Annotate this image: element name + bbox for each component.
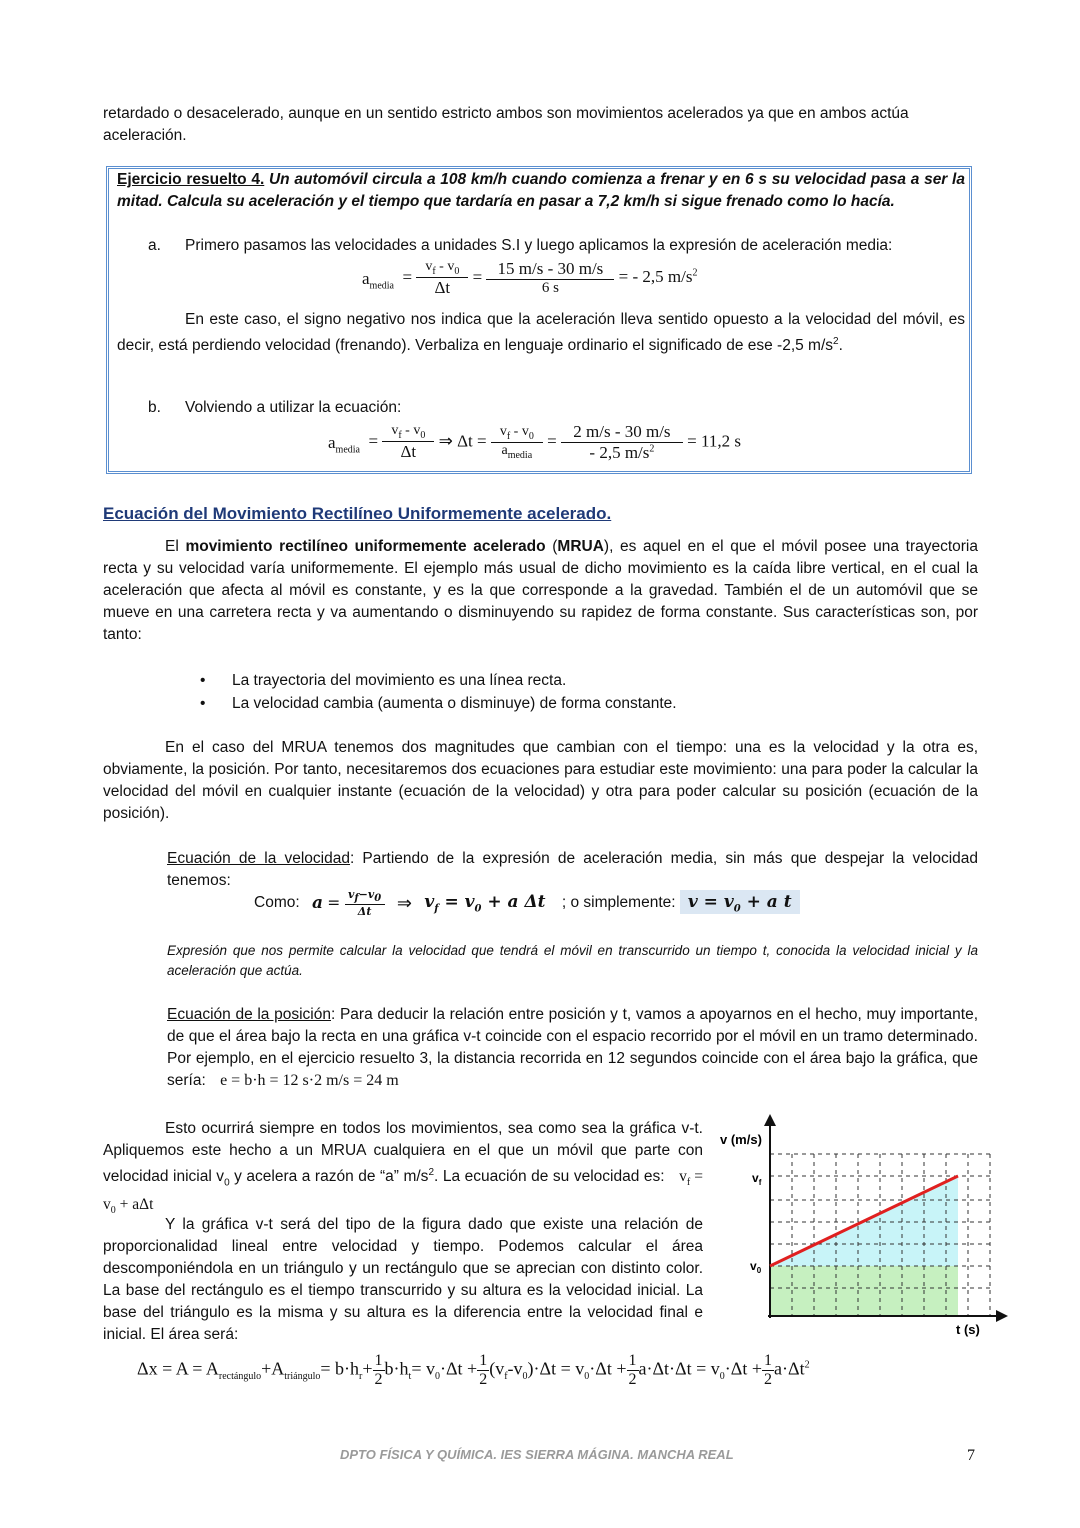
part-b: b. Volviendo a utilizar la ecuación: [148,399,402,416]
intro-paragraph: retardado o desacelerado, aunque en un sentido estricto ambos son movimientos acelerados ya que en ambos actúa aceleración. [103,105,909,144]
mrua-paragraph: El movimiento rectilíneo uniformemente acelerado (MRUA), es aquel en el que el móvil posee una trayectoria recta y su velocidad varía uniformemente. El ejemplo más usual de dicho movimiento es la caída libre vertical, en el cual la aceleración que afecta al móvil es constante, y es la que corresponde a la gravedad. También el de un automóvil que se mueve en una carretera recta y va aumentando o disminuyendo su rapidez de forma constante. Sus características son, por tanto: [103,538,978,643]
y-axis-label: v (m/s) [720,1132,762,1147]
area-paragraph-2: Y la gráfica v-t será del tipo de la figura dado que existe una relación de proporcionalidad lineal entre velocidad y tiempo. Podemos calcular el área descomponiéndola en un triángulo y un rectángulo que se aprecian con distinto color. La base del rectángulo es el tiempo transcurrido y su altura es la velocidad inicial. La base del triángulo es la misma y su altura es la diferencia entre la velocidad final e inicial. El área será: [103,1216,703,1343]
mrua-paragraph-2: En el caso del MRUA tenemos dos magnitudes que cambian con el tiempo: una es la velocidad y la otra es, obviamente, la posición. Por tanto, necesitaremos dos ecuaciones para estudiar este movimiento: una para poder la calcular la velocidad del móvil en cualquier instante (ecuación de la velocidad) y otra para poder calcular su posición (ecuación de la posición). [103,739,978,822]
velocity-eq-paragraph: Ecuación de la velocidad: Partiendo de la expresión de aceleración media, sin más que despejar la velocidad tenemos: [167,850,978,889]
footer-text: DPTO FÍSICA Y QUÍMICA. IES SIERRA MÁGINA. MANCHA REAL [340,1447,734,1462]
acceleration-equation: $a_{media}$ = $\frac{v_f - v_0}{\Delta t}$ = $\frac{15 m/s - 30 m/s}{6 s}$ = - 2,5 $m/s^2$ [362,259,698,297]
area-paragraph: Esto ocurrirá siempre en todos los movimientos, sea como sea la gráfica v-t. Apliquemos este hecho a un MRUA cualquiera en el que un móvil que parte con velocidad inicial $v_0$ y acelera a razón de “a” $m/s^2$. La ecuación de su velocidad es: $v_f = v_0 + a\Delta t$ [103,1120,703,1217]
area-equation: $\Delta x = A = A_{rectángulo}+A_{triángulo}= b\cdot h_r+$ $\frac{1}{2}$ $b\cdot h_t= v_0\cdot\Delta t$ + $\frac{1}{2}$ $(v_f-v_0)\cdot\Delta t = v_0\cdot\Delta t$ + $\frac{1}{2}$ $a\cdot\Delta t\cdot\Delta t = v_0\cdot\Delta t$ + $\frac{1}{2}$ $a\cdot\Delta t^2$ [137,1352,810,1388]
time-equation: $a_{media}$ = $\frac{v_f - v_0}{\Delta t}$ ⇒ Δt = $\frac{v_f - v_0}{a_{media}}$ = $\frac{2 m/s - 30 m/s}{- 2,5 m/s^2}$ = 11,2 s [328,422,741,462]
section-title: Ecuación del Movimiento Rectilíneo Uniformemente acelerado. [103,504,612,523]
vf-label: $v_f$ [752,1171,762,1187]
exercise-label: Ejercicio resuelto 4. [117,171,265,188]
list-item: • La velocidad cambia (aumenta o disminuye) de forma constante. [200,695,677,712]
velocity-formula: Como: a = $\frac{v_f-v_0}{\Delta t}$ ⇒ $v_f = v_0 + a$ Δt ; o simplemente: $v = v_0 + a$ t [254,888,800,918]
x-axis-arrow [996,1310,1008,1322]
simple-velocity-formula: $v = v_0 + a$ t [680,890,800,914]
rectangle-area [770,1266,958,1316]
y-axis-arrow [764,1114,776,1126]
x-axis-label: t (s) [956,1322,980,1337]
exercise-statement [117,169,965,213]
exercise-text: Un automóvil circula a 108 km/h cuando comienza a frenar y en 6 s su velocidad pasa a ser la mitad. Calcula su aceleración y el tiempo que tardaría en pasar a 7,2 km/h si sigue frenado como lo hacía. [117,171,965,210]
velocity-note: Expresión que nos permite calcular la velocidad que tendrá el móvil en transcurrido un tiempo t, conocida la velocidad inicial y la aceleración que actúa. [167,943,978,978]
list-item: • La trayectoria del movimiento es una línea recta. [200,672,567,689]
vt-graph [718,1112,1018,1344]
part-a-comment: En este caso, el signo negativo nos indica que la aceleración lleva sentido opuesto a la velocidad del móvil, es decir, está perdiendo velocidad (frenando). Verbaliza en lenguaje ordinario el significado de ese -2,5 $m/s^2$. [117,311,965,355]
page-number: 7 [967,1447,975,1464]
v0-label: $v_0$ [750,1259,762,1275]
part-a: a. Primero pasamos las velocidades a unidades S.I y luego aplicamos la expresión de aceleración media: [148,237,893,254]
position-eq-paragraph: Ecuación de la posición: Para deducir la relación entre posición y t, vamos a apoyarnos en el hecho, muy importante, de que el área bajo la recta en una gráfica v-t coincide con el espacio recorrido por el móvil en un tramo determinado. Por ejemplo, en el ejercicio resuelto 3, la distancia recorrida en 12 segundos coincide con el área bajo la gráfica, que sería: e = b·h = 12 s·2 m/s = 24 m [167,1006,978,1089]
